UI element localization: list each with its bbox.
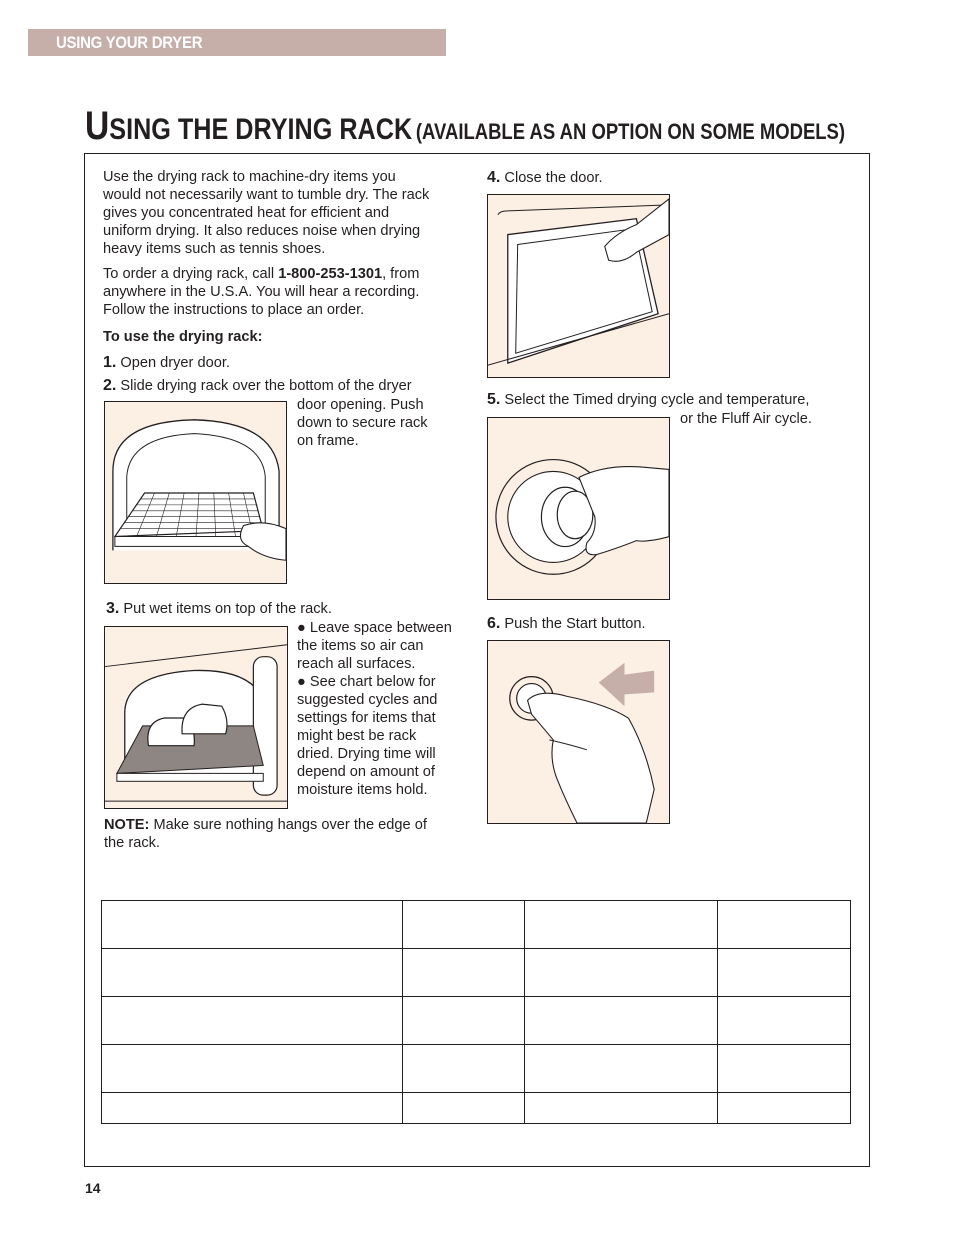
table-cell: [102, 1045, 403, 1093]
rack-install-illustration: [104, 401, 287, 584]
step-3-bullets: ● Leave space between the items so air can reach all surfaces. ● See chart below for suggested cycles and settings for items that might best be rack dried. Drying time will depend on amount of moisture items hold.: [297, 620, 452, 798]
step-3: 3. Put wet items on top of the rack.: [106, 600, 332, 617]
close-door-drawing: [488, 195, 669, 377]
shoes-on-rack-illustration: [104, 626, 288, 809]
rack-install-drawing: [105, 402, 286, 583]
table-cell: [402, 949, 525, 997]
bullet-icon: ●: [297, 674, 306, 690]
table-cell: [402, 1045, 525, 1093]
table-cell: [402, 901, 525, 949]
start-button-drawing: [488, 641, 669, 823]
table-cell: [525, 1045, 718, 1093]
cycle-settings-table: [101, 900, 851, 1124]
table-row: [102, 949, 851, 997]
step-2-continued: door opening. Push down to secure rack on frame.: [297, 397, 428, 449]
step-4: 4. Close the door.: [487, 169, 603, 186]
select-cycle-drawing: [488, 418, 669, 599]
step-5-continued: or the Fluff Air cycle.: [680, 411, 812, 427]
table-row: [102, 901, 851, 949]
table-cell: [525, 949, 718, 997]
table-cell: [718, 949, 851, 997]
page-title: USING THE DRYING RACK (AVAILABLE AS AN OPTION ON SOME MODELS): [85, 104, 846, 148]
table-cell: [525, 997, 718, 1045]
table-row: [102, 1045, 851, 1093]
table-cell: [102, 997, 403, 1045]
table-cell: [525, 1093, 718, 1124]
bullet-icon: ●: [297, 620, 306, 636]
page-number: 14: [85, 1180, 101, 1196]
table-row: [102, 997, 851, 1045]
subhead: To use the drying rack:: [103, 329, 263, 345]
table-cell: [718, 1045, 851, 1093]
close-door-illustration: [487, 194, 670, 378]
step-5: 5. Select the Timed drying cycle and temperature,: [487, 391, 810, 408]
order-paragraph: To order a drying rack, call 1-800-253-1301, from anywhere in the U.S.A. You will hear a recording. Follow the instructions to place an order.: [103, 266, 420, 318]
table-cell: [718, 901, 851, 949]
arrow-icon: [599, 663, 654, 707]
start-button-illustration: [487, 640, 670, 824]
table-cell: [402, 1093, 525, 1124]
step-6: 6. Push the Start button.: [487, 615, 646, 632]
step-2: 2. Slide drying rack over the bottom of the dryer: [103, 377, 412, 394]
table-cell: [102, 1093, 403, 1124]
table-cell: [718, 997, 851, 1045]
shoes-on-rack-drawing: [105, 627, 287, 808]
select-cycle-illustration: [487, 417, 670, 600]
section-label: USING YOUR DRYER: [56, 33, 203, 52]
step-1: 1. Open dryer door.: [103, 354, 230, 371]
table-cell: [102, 949, 403, 997]
section-tab: [28, 29, 446, 56]
table-cell: [402, 997, 525, 1045]
table-cell: [718, 1093, 851, 1124]
table-cell: [102, 901, 403, 949]
table-cell: [525, 901, 718, 949]
note: NOTE: Make sure nothing hangs over the edge of the rack.: [104, 817, 427, 851]
phone-number: 1-800-253-1301: [278, 266, 383, 282]
table-row: [102, 1093, 851, 1124]
intro-paragraph: Use the drying rack to machine-dry items you would not necessarily want to tumble dry. The rack gives you concentrated heat for efficient and uniform drying. It also reduces noise when drying heavy items such as tennis shoes.: [103, 169, 430, 257]
